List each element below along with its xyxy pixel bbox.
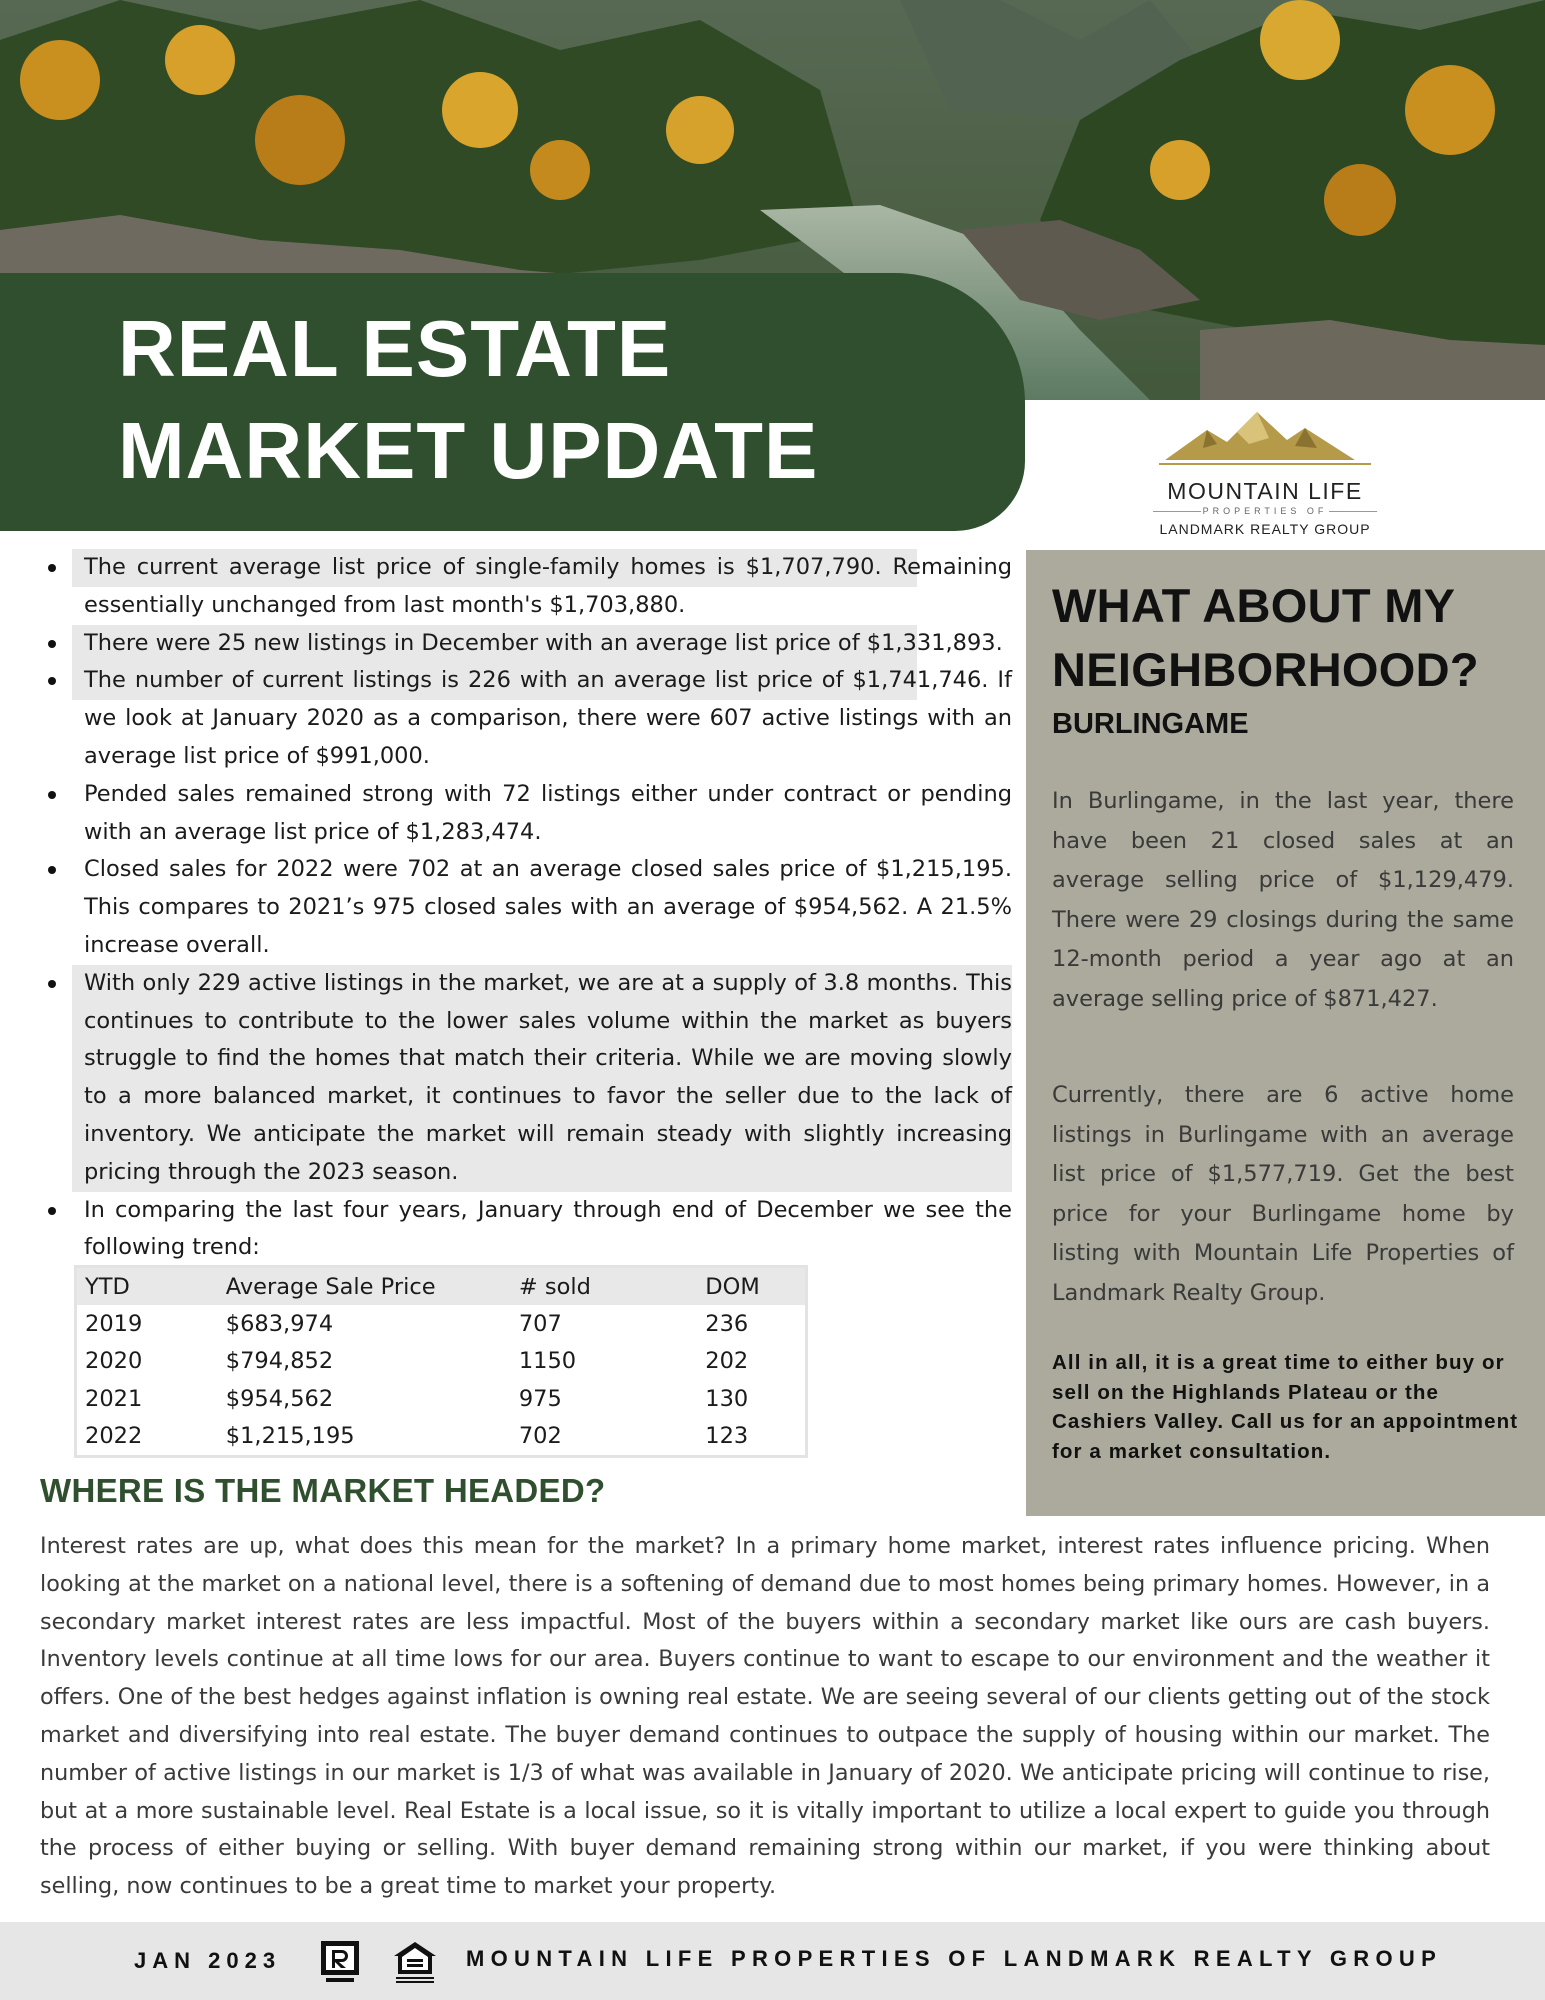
table-cell: $683,974: [225, 1310, 334, 1337]
logo-sub: PROPERTIES OF: [1202, 506, 1328, 516]
list-item: With only 229 active listings in the market, we are at a supply of 3.8 months. This continues to contribute to the lower sales volume within the market as buyers struggle to find the homes that match their criteria. While we are moving slowly to a more balanced market, it continues to favor the seller due to the lack of inventory. We anticipate the market will remain steady with slightly increasing pricing through the 2023 season.: [40, 965, 1012, 1192]
page-title-line-1: REAL ESTATE: [118, 304, 672, 393]
list-item: Pended sales remained strong with 72 listings either under contract or pending with an average list price of $1,283,474.: [40, 776, 1012, 852]
table-cell: 2020: [85, 1348, 143, 1375]
list-item: The number of current listings is 226 with an average list price of $1,741,746. If we look at January 2020 as a comparison, there were 607 active listings with an average list price of $991,000.: [40, 662, 1012, 775]
market-body: Interest rates are up, what does this mean for the market? In a primary home market, interest rates influence pricing. When looking at the market on a national level, there is a softening of demand due to most homes being primary homes. However, in a secondary market interest rates are less impactful. Most of the buyers within a secondary market like ours are cash buyers. Inventory levels continue at all time lows for our area. Buyers continue to want to escape to our environment and the weather it offers. One of the best hedges against inflation is owning real estate. We are seeing several of our clients getting out of the stock market and diversifying into real estate. The buyer demand continues to outpace the supply of housing within our market. The number of active listings in our market is 1/3 of what was available in January of 2020. We anticipate pricing will continue to rise, but at a more sustainable level. Real Estate is a local issue, so it is vitally important to utilize a local expert to guide you through the process of either buying or selling. With buyer demand remaining strong within our market, if you were thinking about selling, now continues to be a great time to market your property.: [40, 1533, 1490, 1900]
market-stats-list: [40, 549, 1012, 1267]
mountain-logo-icon: [1145, 402, 1385, 472]
table-row: [76, 1305, 807, 1343]
table-row: [76, 1343, 807, 1381]
neighborhood-paragraph-1: In Burlingame, in the last year, there have been 21 closed sales at an average selling price of $1,129,479. There were 29 closings during the same 12-month period a year ago at an average selling price of $871,427.: [1052, 788, 1514, 1012]
footer-date: JAN 2023: [134, 1948, 282, 1973]
table-cell: $954,562: [225, 1385, 334, 1412]
logo-group: LANDMARK REALTY GROUP: [1159, 521, 1371, 537]
trend-table: [74, 1265, 808, 1458]
table-cell: $794,852: [225, 1348, 334, 1375]
neighborhood-paragraph-2: Currently, there are 6 active home listings in Burlingame with an average list price of $1,577,719. Get the best price for your Burlingame home by listing with Mountain Life Properties of Landmark Realty Group.: [1052, 1082, 1514, 1306]
column-header-average-sale-price: Average Sale Price: [218, 1267, 511, 1306]
table-cell: 202: [705, 1348, 749, 1375]
table-cell: 975: [518, 1385, 562, 1412]
table-cell: 2019: [85, 1310, 143, 1337]
table-cell: 2021: [85, 1385, 143, 1412]
logo-name: MOUNTAIN LIFE: [1167, 478, 1363, 504]
equal-housing-opportunity-icon: [392, 1940, 438, 1984]
realtor-logo-icon: [320, 1940, 360, 1984]
neighborhood-panel: [1026, 550, 1545, 1516]
column-header-ytd: YTD: [76, 1267, 218, 1306]
table-header-row: [76, 1267, 807, 1306]
table-cell: 707: [518, 1310, 562, 1337]
table-cell: $1,215,195: [225, 1423, 355, 1450]
neighborhood-callout: All in all, it is a great time to either buy or sell on the Highlands Plateau or the Cashiers Valley. Call us for an appointment for a market consultation.: [1052, 1351, 1519, 1464]
neighborhood-subheading: BURLINGAME: [1052, 708, 1249, 740]
list-item: Closed sales for 2022 were 702 at an average closed sales price of $1,215,195. This compares to 2021’s 975 closed sales with an average of $954,562. A 21.5% increase overall.: [40, 851, 1012, 964]
title-banner: [0, 273, 1025, 531]
list-item: There were 25 new listings in December with an average list price of $1,331,893.: [40, 625, 1012, 663]
column-header-dom: DOM: [697, 1267, 806, 1306]
footer-company: MOUNTAIN LIFE PROPERTIES OF LANDMARK REALTY GROUP: [466, 1946, 1443, 1971]
list-item: The current average list price of single-family homes is $1,707,790. Remaining essentially unchanged from last month's $1,703,880.: [40, 549, 1012, 625]
company-logo: [1145, 402, 1385, 542]
table-cell: 130: [705, 1385, 749, 1412]
list-item: In comparing the last four years, January through end of December we see the following trend:: [40, 1192, 1012, 1268]
table-cell: 1150: [518, 1348, 577, 1375]
footer: [0, 1922, 1545, 2000]
market-heading: WHERE IS THE MARKET HEADED?: [40, 1472, 606, 1509]
page-title-line-2: MARKET UPDATE: [118, 406, 819, 495]
column-header-sold: # sold: [511, 1267, 697, 1306]
table-cell: 702: [518, 1423, 562, 1450]
table-cell: 2022: [85, 1423, 143, 1450]
neighborhood-heading: WHAT ABOUT MY NEIGHBORHOOD?: [1052, 579, 1479, 696]
table-cell: 123: [705, 1423, 749, 1450]
table-row: [76, 1380, 807, 1418]
table-row: [76, 1418, 807, 1457]
table-cell: 236: [705, 1310, 749, 1337]
logo-rule-right: [1329, 511, 1377, 512]
